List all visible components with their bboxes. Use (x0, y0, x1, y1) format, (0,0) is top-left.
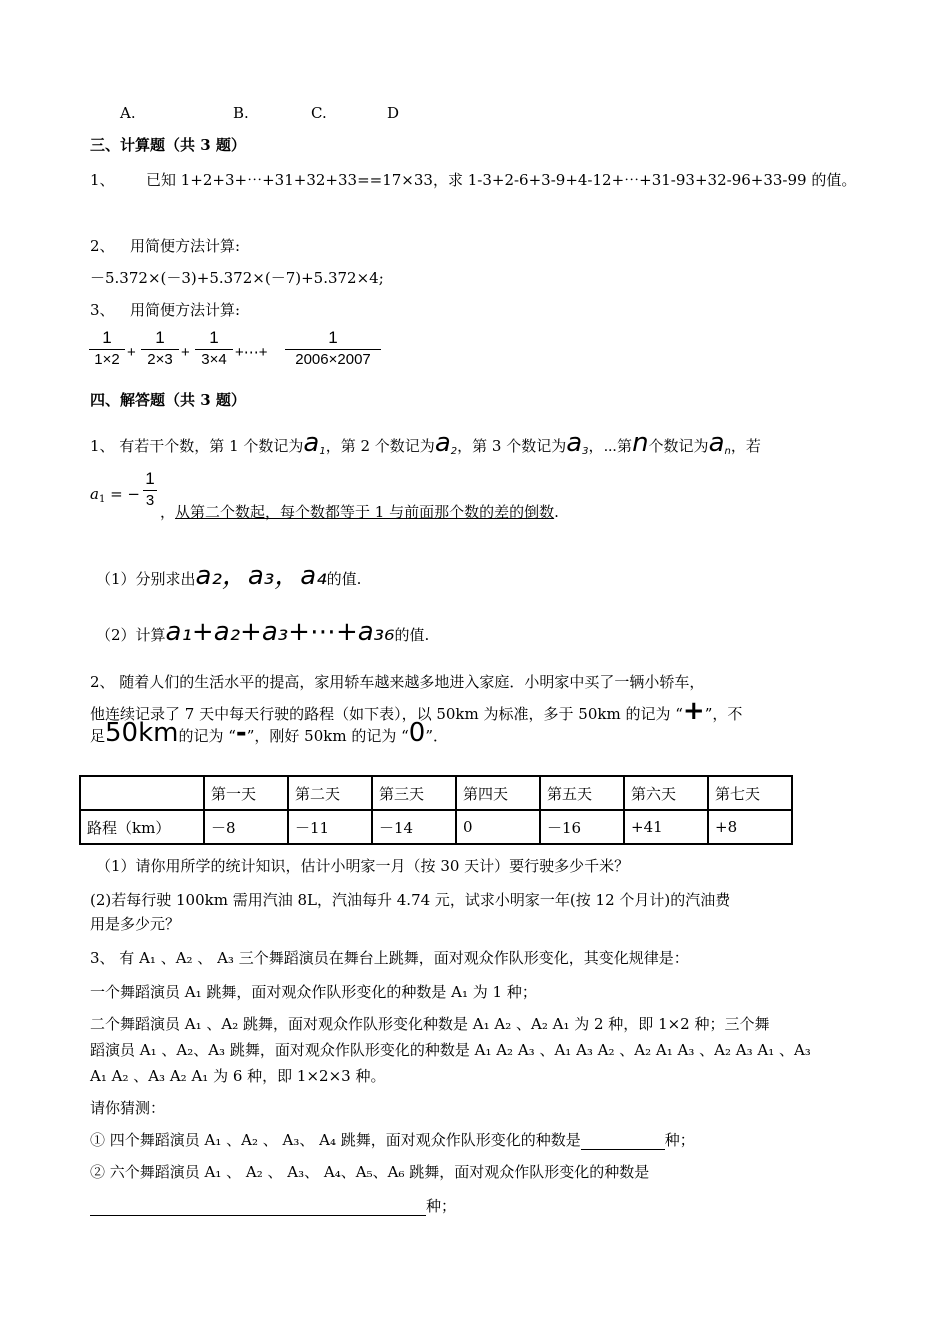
section3-heading: 三、计算题（共 3 题） (90, 136, 246, 154)
s4-q2-line2: 他连续记录了 7 天中每天行驶的路程（如下表），以 50km 为标准，多于 50km 的记为 “+”，不 (90, 696, 743, 726)
option-a: A. (120, 104, 136, 122)
table-header-cell: 第六天 (624, 776, 708, 810)
fraction-1: $\frac{1}{1\times 2}$ (89, 327, 125, 370)
s4-q2-sub2-line1: (2)若每行驶 100km 需用汽油 8L，汽油每升 4.74 元，试求小明家一年(按 12 个月计)的汽油费 (90, 891, 731, 909)
answer-blank-1[interactable] (581, 1133, 665, 1150)
option-b: B. (233, 104, 249, 122)
n-symbol: n (632, 428, 649, 458)
s4-q2-sub2-line2: 用是多少元？ (90, 915, 181, 933)
s4-q1-condition: ，从第二个数起，每个数都等于 1 与前面那个数的差的倒数. (160, 503, 559, 521)
s3-q2-text: 用简便方法计算: (130, 237, 241, 255)
s4-q1-sub1: （1）分别求出a₂，a₃，a₄的值. (96, 561, 362, 591)
s3-q3-number: 3、 (90, 301, 115, 319)
s4-q3-line5: A₁ A₂ 、A₃ A₂ A₁ 为 6 种，即 1×2×3 种。 (90, 1067, 386, 1085)
an-symbol: $a_n$ (708, 428, 731, 458)
minus-symbol: - (235, 718, 247, 748)
km-50-large: 50km (105, 718, 179, 748)
table-header-cell: 第三天 (372, 776, 456, 810)
fraction-4: $\frac{1}{2006\times 2007}$ (285, 327, 381, 370)
s4-q3-line3: 二个舞蹈演员 A₁ 、A₂ 跳舞，面对观众作队形变化种数是 A₁ A₂ 、A₂ A₁ 为 2 种，即 1×2 种；三个舞 (90, 1015, 770, 1033)
distance-table (79, 775, 793, 845)
table-cell: －11 (288, 810, 372, 844)
s4-q3-guess1: ① 四个舞蹈演员 A₁ 、A₂ 、 A₃、 A₄ 跳舞，面对观众作队形变化的种数是 种； (90, 1131, 695, 1149)
a1-fraction: $\frac{1}{3}$ (143, 468, 157, 511)
s3-q3-text: 用简便方法计算: (130, 301, 241, 319)
table-header-cell (80, 776, 204, 810)
a3-symbol: $a_3$ (566, 428, 589, 458)
plus-op-2: + (181, 344, 190, 361)
fraction-2: $\frac{1}{2\times 3}$ (141, 327, 179, 370)
s3-q2-expression: －5.372×(－3)+5.372×(－7)+5.372×4; (90, 269, 384, 287)
s4-q3-guess2: ② 六个舞蹈演员 A₁ 、 A₂ 、 A₃、 A₄、A₅、A₆ 跳舞，面对观众作队形变化的种数是 (90, 1163, 650, 1181)
table-cell: －14 (372, 810, 456, 844)
table-cell: 0 (456, 810, 540, 844)
table-header-cell: 第五天 (540, 776, 624, 810)
s3-q1-number: 1、 (90, 171, 115, 189)
plus-symbol: + (682, 696, 705, 726)
table-header-row (80, 776, 792, 810)
table-header-cell: 第四天 (456, 776, 540, 810)
s4-q3-line4: 蹈演员 A₁ 、A₂、A₃ 跳舞，面对观众作队形变化的种数是 A₁ A₂ A₃ 、A₁ A₃ A₂ 、A₂ A₁ A₃ 、A₂ A₃ A₁ 、A₃ (90, 1041, 811, 1059)
table-row (80, 810, 792, 844)
zero-symbol: 0 (408, 718, 426, 748)
option-d: D (387, 104, 400, 122)
a2-symbol: $a_2$ (434, 428, 458, 458)
s4-q2-line1: 2、 随着人们的生活水平的提高，家用轿车越来越多地进入家庭．小明家中买了一辆小轿车， (90, 673, 705, 691)
plus-op-3: +⋯+ (235, 344, 268, 361)
s4-q1-line1: 1、 有若干个数，第 1 个数记为$a_1$，第 2 个数记为$a_2$，第 3 个数记为$a_3$，⋯第n个数记为$a_n$，若 (90, 428, 761, 458)
a1-symbol: $a_1$ (303, 428, 326, 458)
table-header-cell: 第一天 (204, 776, 288, 810)
s4-q3-line2: 一个舞蹈演员 A₁ 跳舞，面对观众作队形变化的种数是 A₁ 为 1 种； (90, 983, 537, 1001)
answer-blank-2[interactable] (90, 1199, 426, 1216)
table-header-cell: 第七天 (708, 776, 792, 810)
s3-q1-text: 已知 1+2+3+⋯+31+32+33==17×33，求 1-3+2-6+3-9+4-12+⋯+31-93+32-96+33-99 的值。 (146, 171, 857, 189)
s4-q3-guess-label: 请你猜测： (90, 1099, 166, 1117)
section4-heading: 四、解答题（共 3 题） (90, 391, 246, 409)
s4-q3-line1: 3、 有 A₁ 、A₂ 、 A₃ 三个舞蹈演员在舞台上跳舞，面对观众作队形变化，其变化规律是： (90, 949, 689, 967)
fraction-3: $\frac{1}{3\times 4}$ (195, 327, 233, 370)
table-row-label: 路程（km） (80, 810, 204, 844)
s3-q2-number: 2、 (90, 237, 115, 255)
table-cell: －8 (204, 810, 288, 844)
a1-equation: $a_1$ = − (90, 485, 141, 505)
s4-q1-sub2: （2）计算a₁+a₂+a₃+⋯+a₃₆的值. (96, 617, 430, 647)
table-header-cell: 第二天 (288, 776, 372, 810)
s4-q3-guess2-answer: 种； (90, 1196, 456, 1216)
plus-op-1: + (127, 344, 136, 361)
option-c: C. (311, 104, 327, 122)
table-cell: +41 (624, 810, 708, 844)
s4-q2-line3: 足50km的记为 “-”，刚好 50km 的记为 “0”． (90, 718, 448, 748)
table-cell: －16 (540, 810, 624, 844)
table-cell: +8 (708, 810, 792, 844)
s4-q2-sub1: （1）请你用所学的统计知识，估计小明家一月（按 30 天计）要行驶多少千米？ (96, 857, 630, 875)
